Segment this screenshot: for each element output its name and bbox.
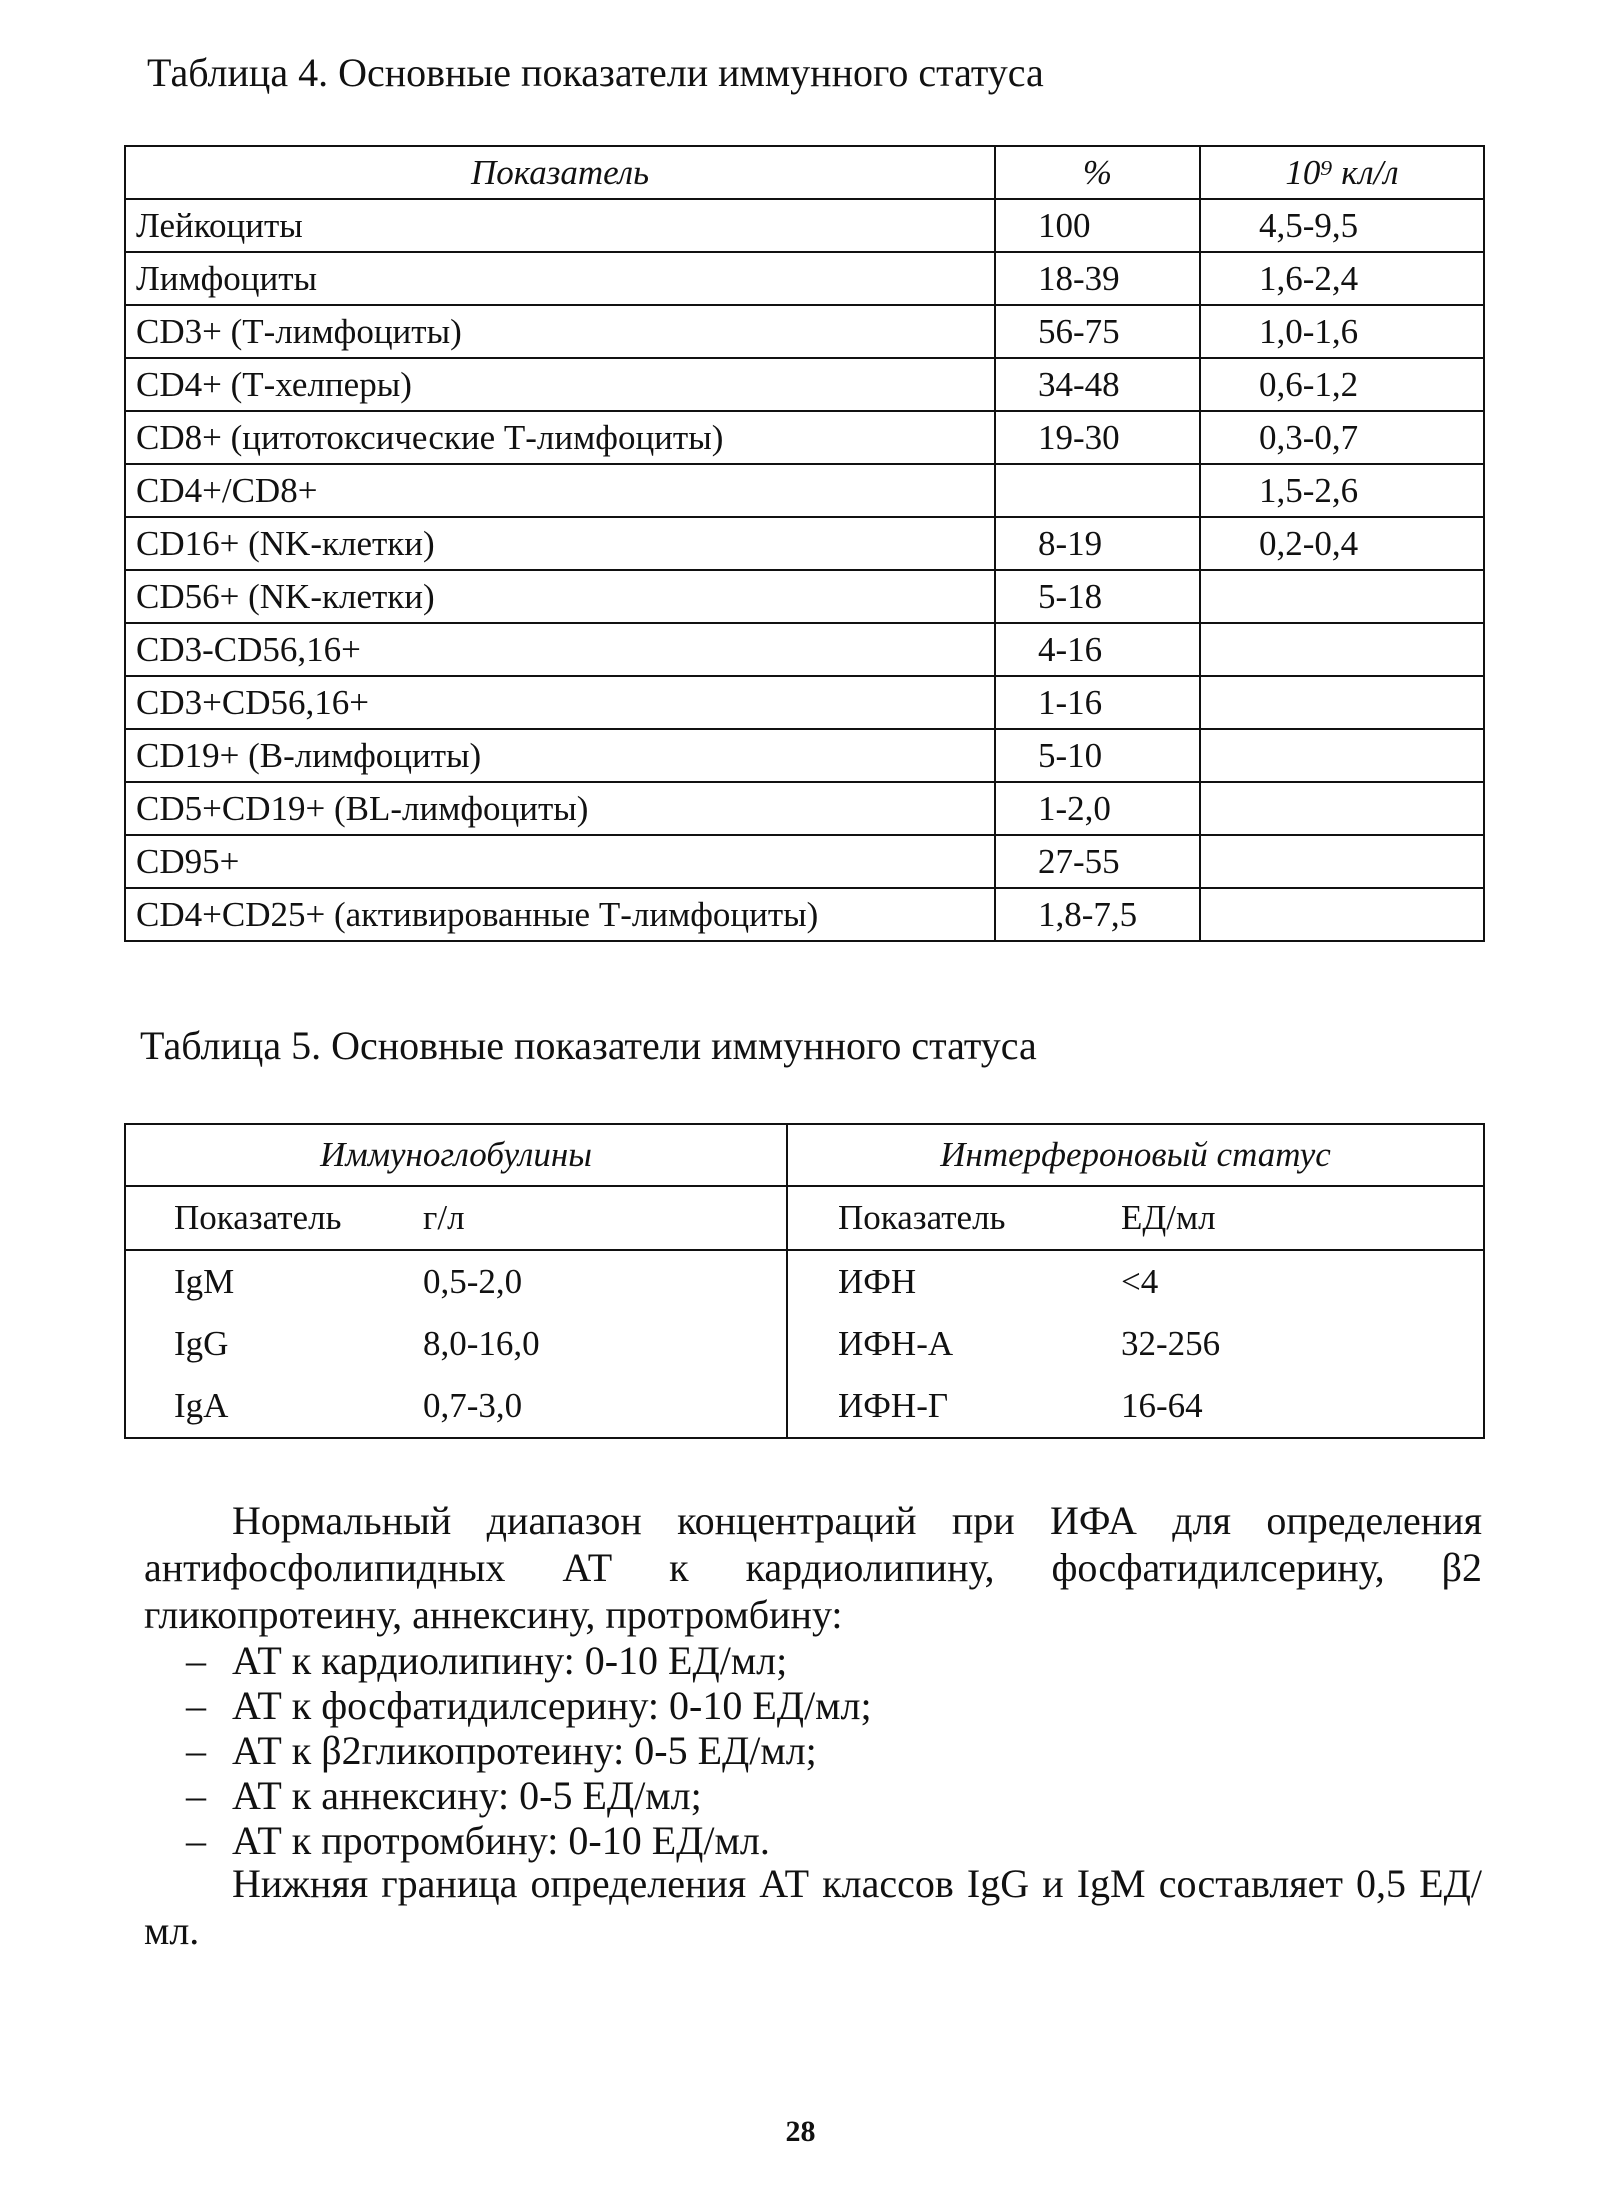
ifn-unit-header: ЕД/мл [1121,1186,1484,1250]
indicator-cell: CD95+ [125,835,995,888]
indicator-cell: CD3-CD56,16+ [125,623,995,676]
list-item-text: АТ к β2гликопротеину: 0-5 ЕД/мл; [232,1728,817,1773]
table-row [125,782,1484,835]
interferon-name: ИФН [787,1250,1121,1313]
table-row [125,1313,1484,1375]
absolute-count-cell: 0,3-0,7 [1200,411,1484,464]
table5-header-row [125,1186,1484,1250]
detection-limit-paragraph: Нижняя граница определения АТ классов IgG и IgM составляет 0,5 ЕД/мл. [144,1861,1482,1953]
table-row [125,464,1484,517]
indicator-cell: CD19+ (В-лимфоциты) [125,729,995,782]
antiphospholipid-intro-paragraph: Нормальный диапазон концентраций при ИФА для определения антифосфолипидных АТ к кардиолипину, фосфатидилсерину, β2 гликопротеину, аннексину, протромбину: [144,1498,1482,1637]
table-row [125,517,1484,570]
table-row [125,888,1484,941]
header-cells-per-liter: 10⁹ кл/л [1200,146,1484,199]
immunoglobulin-name: IgM [125,1250,423,1313]
list-dash: – [186,1728,206,1773]
absolute-count-cell: 0,6-1,2 [1200,358,1484,411]
list-item-text: АТ к аннексину: 0-5 ЕД/мл; [232,1773,702,1818]
immune-status-table-4 [124,145,1485,942]
immunoglobulin-range: 0,7-3,0 [423,1375,787,1438]
list-item-text: АТ к протромбину: 0-10 ЕД/мл. [232,1818,770,1863]
absolute-count-cell [1200,888,1484,941]
list-dash: – [186,1683,206,1728]
table-row [125,729,1484,782]
list-item [186,1818,872,1863]
table4-header-row [125,146,1484,199]
indicator-cell: CD3+CD56,16+ [125,676,995,729]
absolute-count-cell [1200,570,1484,623]
interferon-range: 16-64 [1121,1375,1484,1438]
table5-caption: Таблица 5. Основные показатели иммунного статуса [140,1023,1037,1068]
percent-cell: 56-75 [995,305,1200,358]
percent-cell: 27-55 [995,835,1200,888]
interferon-name: ИФН-А [787,1313,1121,1375]
table-row [125,411,1484,464]
page-number: 28 [785,2115,816,2148]
absolute-count-cell [1200,623,1484,676]
percent-cell: 34-48 [995,358,1200,411]
header-percent: % [995,146,1200,199]
percent-cell: 4-16 [995,623,1200,676]
indicator-cell: CD3+ (Т-лимфоциты) [125,305,995,358]
list-item [186,1773,872,1818]
absolute-count-cell [1200,782,1484,835]
ig-indicator-header: Показатель [125,1186,423,1250]
immunoglobulin-range: 8,0-16,0 [423,1324,540,1363]
absolute-count-cell: 1,6-2,4 [1200,252,1484,305]
interferon-status-group-header: Интерфероновый статус [787,1124,1484,1186]
list-dash: – [186,1638,206,1683]
percent-cell: 8-19 [995,517,1200,570]
indicator-cell: CD4+/CD8+ [125,464,995,517]
table-row [125,358,1484,411]
absolute-count-cell [1200,835,1484,888]
table-row [125,1375,1484,1438]
immunoglobulin-name: IgA [125,1375,423,1438]
indicator-cell: CD56+ (NK-клетки) [125,570,995,623]
percent-cell: 1-16 [995,676,1200,729]
list-dash: – [186,1818,206,1863]
percent-cell: 5-18 [995,570,1200,623]
table4-body [125,199,1484,941]
table-row [125,623,1484,676]
percent-cell: 19-30 [995,411,1200,464]
absolute-count-cell: 1,0-1,6 [1200,305,1484,358]
indicator-cell: CD4+ (Т-хелперы) [125,358,995,411]
ifn-indicator-header: Показатель [787,1186,1121,1250]
table-row [125,199,1484,252]
list-dash: – [186,1773,206,1818]
percent-cell: 1,8-7,5 [995,888,1200,941]
table5-group-row [125,1124,1484,1186]
table-row [125,835,1484,888]
immune-status-table-5 [124,1123,1485,1439]
percent-cell: 100 [995,199,1200,252]
percent-cell: 5-10 [995,729,1200,782]
absolute-count-cell: 1,5-2,6 [1200,464,1484,517]
absolute-count-cell [1200,729,1484,782]
indicator-cell: CD4+CD25+ (активированные Т-лимфоциты) [125,888,995,941]
indicator-cell: CD16+ (NK-клетки) [125,517,995,570]
list-item [186,1683,872,1728]
interferon-range: 32-256 [1121,1313,1484,1375]
absolute-count-cell [1200,676,1484,729]
immunoglobulin-name: IgG [125,1313,423,1375]
antibody-range-list [186,1638,872,1863]
table5-body [125,1250,1484,1438]
absolute-count-cell: 4,5-9,5 [1200,199,1484,252]
percent-cell: 1-2,0 [995,782,1200,835]
table-row [125,676,1484,729]
indicator-cell: Лимфоциты [125,252,995,305]
interferon-range: <4 [1121,1250,1484,1313]
list-item-text: АТ к кардиолипину: 0-10 ЕД/мл; [232,1638,788,1683]
ig-unit-header: г/л [423,1186,787,1250]
percent-cell: 18-39 [995,252,1200,305]
absolute-count-cell: 0,2-0,4 [1200,517,1484,570]
table-row [125,252,1484,305]
interferon-name: ИФН-Г [787,1375,1121,1438]
indicator-cell: CD8+ (цитотоксические Т-лимфоциты) [125,411,995,464]
table-row [125,1250,1484,1313]
indicator-cell: CD5+CD19+ (BL-лимфоциты) [125,782,995,835]
table4-caption: Таблица 4. Основные показатели иммунного статуса [147,50,1044,95]
list-item [186,1728,872,1773]
indicator-cell: Лейкоциты [125,199,995,252]
percent-cell [995,464,1200,517]
list-item-text: АТ к фосфатидилсерину: 0-10 ЕД/мл; [232,1683,872,1728]
immunoglobulins-group-header: Иммуноглобулины [125,1124,787,1186]
table-row [125,305,1484,358]
table-row [125,570,1484,623]
header-indicator: Показатель [125,146,995,199]
immunoglobulin-range: 0,5-2,0 [423,1262,523,1301]
list-item [186,1638,872,1683]
